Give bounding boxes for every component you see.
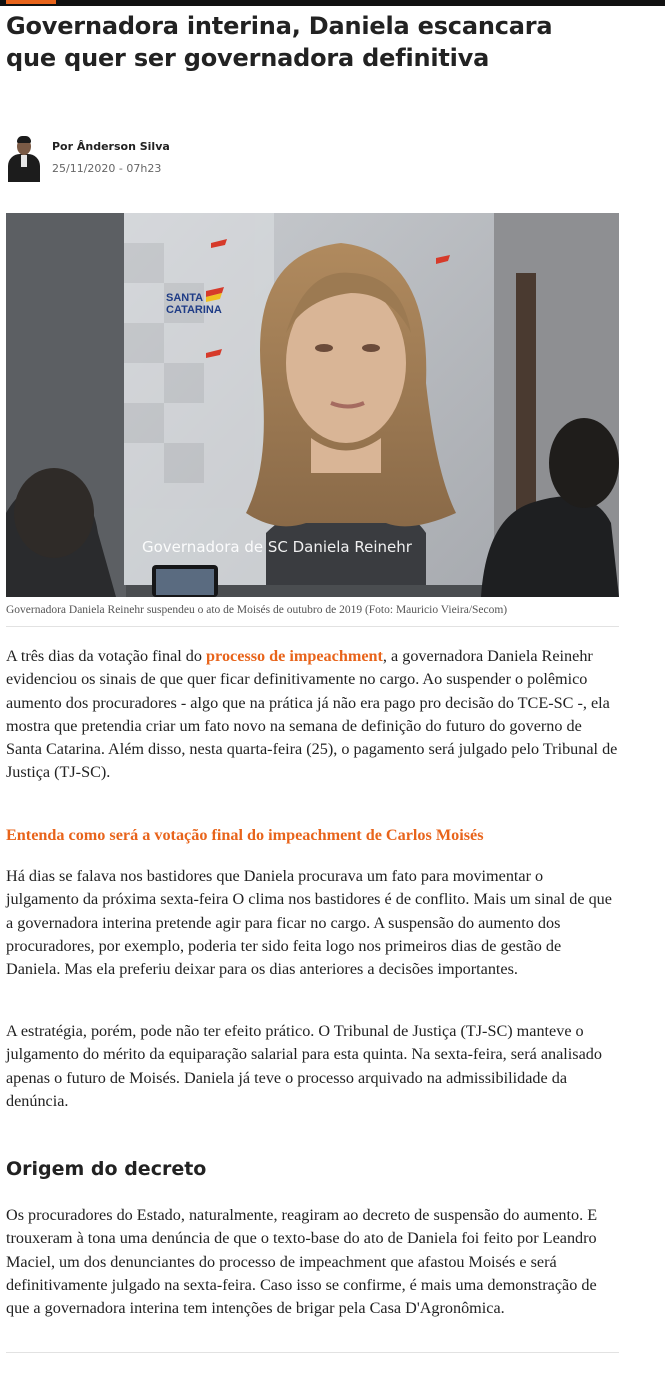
article-title: Governadora interina, Daniela escancara que quer ser governadora definitiva	[6, 12, 553, 72]
paragraph-1-text-end: , a governadora Daniela Reinehr evidenciou os sinais de que quer ficar definitivamente no cargo. Ao suspender o polêmico aumento dos procuradores - algo que na prática já não era pago pro decisão do TCE-SC -, ela mostra que pretendia criar um fato novo na semana de definição do futuro do governo de Santa Catarina. Além disso, nesta quarta-feira (25), o pagamento será julgado pelo Tribunal de Justiça (TJ-SC).	[6, 647, 618, 782]
paragraph-2: Há dias se falava nos bastidores que Daniela procurava um fato para movimentar o julgamento da próxima sexta-feira O clima nos bastidores é de conflito. Mais um sinal de que a governadora interina pretende agir para ficar no cargo. A suspensão do aumento dos procuradores, por exemplo, poderia ter sido feita logo nos primeiros dias de gestão de Daniela. Mas ela preferiu deixar para os dias anteriores a decisões importantes.	[6, 867, 612, 979]
publish-date: 25/11/2020 - 07h23	[52, 162, 162, 175]
caption-divider	[6, 626, 619, 627]
paragraph-1-text-start: A três dias da votação final do	[6, 647, 207, 665]
photo-logo-line2: CATARINA	[166, 304, 222, 316]
top-bar	[0, 0, 665, 6]
paragraph-3: A estratégia, porém, pode não ter efeito prático. O Tribunal de Justiça (TJ-SC) manteve o julgamento do mérito da equiparação salarial para esta quinta. Na sexta-feira, será analisado apenas o futuro de Moisés. Daniela já teve o processo arquivado na admissibilidade da denúncia.	[6, 1022, 602, 1110]
author-block	[6, 134, 406, 184]
article-photo	[6, 213, 619, 597]
paragraph-4: Os procuradores do Estado, naturalmente, reagiram ao decreto de suspensão do aumento. E trouxeram à tona uma denúncia de que o texto-base do ato de Daniela foi feito por Leandro Maciel, um dos denunciantes do processo de impeachment que afastou Moisés e será definitivamente julgado na sexta-feira. Caso isso se confirme, é mais uma demonstração de que a governadora interina tem intenções de brigar pela Casa D'Agronômica.	[6, 1206, 598, 1318]
paragraph-1	[6, 645, 619, 785]
section-tag[interactable]	[6, 0, 56, 4]
author-avatar[interactable]	[6, 134, 42, 182]
author-name[interactable]: Por Ânderson Silva	[52, 140, 170, 153]
related-article-link[interactable]: Entenda como será a votação final do impeachment de Carlos Moisés	[6, 826, 484, 844]
article-end-divider	[6, 1352, 619, 1353]
section-heading: Origem do decreto	[6, 1158, 207, 1180]
photo-logo-line1: SANTA	[166, 292, 204, 304]
impeachment-link[interactable]: processo de impeachment	[206, 647, 383, 665]
photo-caption: Governadora Daniela Reinehr suspendeu o ato de Moisés de outubro de 2019 (Foto: Mauricio Vieira/Secom)	[6, 604, 508, 616]
photo-overlay-caption: Governadora de SC Daniela Reinehr	[142, 538, 412, 556]
